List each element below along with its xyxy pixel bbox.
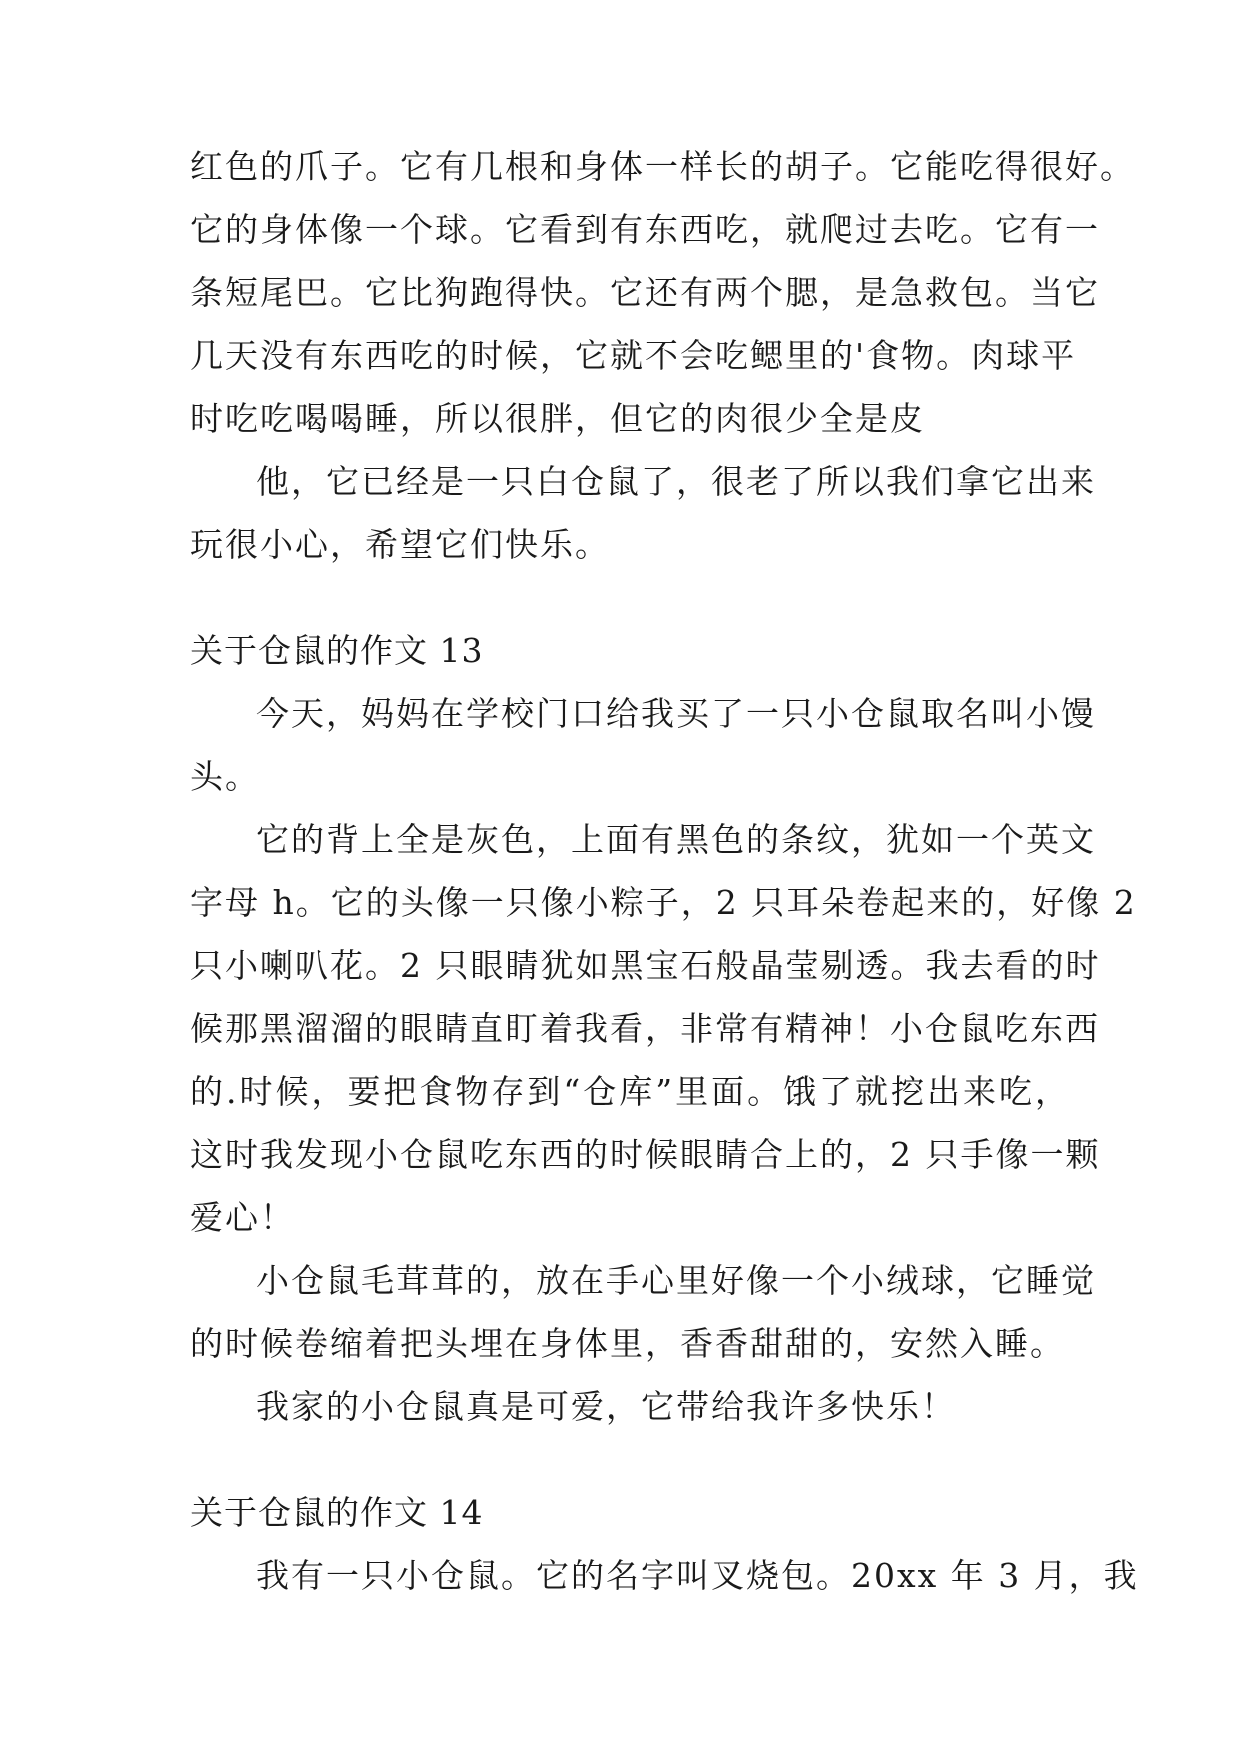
paragraph-line: 今天，妈妈在学校门口给我买了一只小仓鼠取名叫小馒 <box>256 694 1096 733</box>
paragraph-line: 候那黑溜溜的眼睛直盯着我看，非常有精神！小仓鼠吃东西 <box>190 1009 1100 1048</box>
paragraph-line: 它的身体像一个球。它看到有东西吃，就爬过去吃。它有一 <box>190 210 1100 249</box>
paragraph-line: 头。 <box>190 757 260 796</box>
paragraph-line: 几天没有东西吃的时候，它就不会吃鳃里的'食物。肉球平 <box>190 336 1077 375</box>
paragraph-line: 时吃吃喝喝睡，所以很胖，但它的肉很少全是皮 <box>190 399 925 438</box>
paragraph-line: 条短尾巴。它比狗跑得快。它还有两个腮，是急救包。当它 <box>190 273 1100 312</box>
paragraph-line: 这时我发现小仓鼠吃东西的时候眼睛合上的，2 只手像一颗 <box>190 1135 1101 1174</box>
paragraph-line: 我家的小仓鼠真是可爱，它带给我许多快乐！ <box>256 1387 956 1426</box>
paragraph-line: 我有一只小仓鼠。它的名字叫叉烧包。20xx 年 3 月，我 <box>256 1556 1139 1595</box>
paragraph-line: 只小喇叭花。2 只眼睛犹如黑宝石般晶莹剔透。我去看的时 <box>190 946 1101 985</box>
paragraph-line: 玩很小心，希望它们快乐。 <box>190 525 610 564</box>
section-heading: 关于仓鼠的作文 13 <box>190 631 484 670</box>
paragraph-line: 他，它已经是一只白仓鼠了，很老了所以我们拿它出来 <box>256 462 1096 501</box>
paragraph-line: 小仓鼠毛茸茸的，放在手心里好像一个小绒球，它睡觉 <box>256 1261 1096 1300</box>
paragraph-line: 的时候卷缩着把头埋在身体里，香香甜甜的，安然入睡。 <box>190 1324 1065 1363</box>
section-heading: 关于仓鼠的作文 14 <box>190 1493 484 1532</box>
paragraph-line: 红色的爪子。它有几根和身体一样长的胡子。它能吃得很好。 <box>190 147 1135 186</box>
paragraph-line: 爱心！ <box>190 1198 295 1237</box>
paragraph-line: 它的背上全是灰色，上面有黑色的条纹，犹如一个英文 <box>256 820 1096 859</box>
paragraph-line: 字母 h。它的头像一只像小粽子，2 只耳朵卷起来的，好像 2 <box>190 883 1137 922</box>
paragraph-line: 的.时候，要把食物存到“仓库”里面。饿了就挖出来吃， <box>190 1072 1070 1111</box>
